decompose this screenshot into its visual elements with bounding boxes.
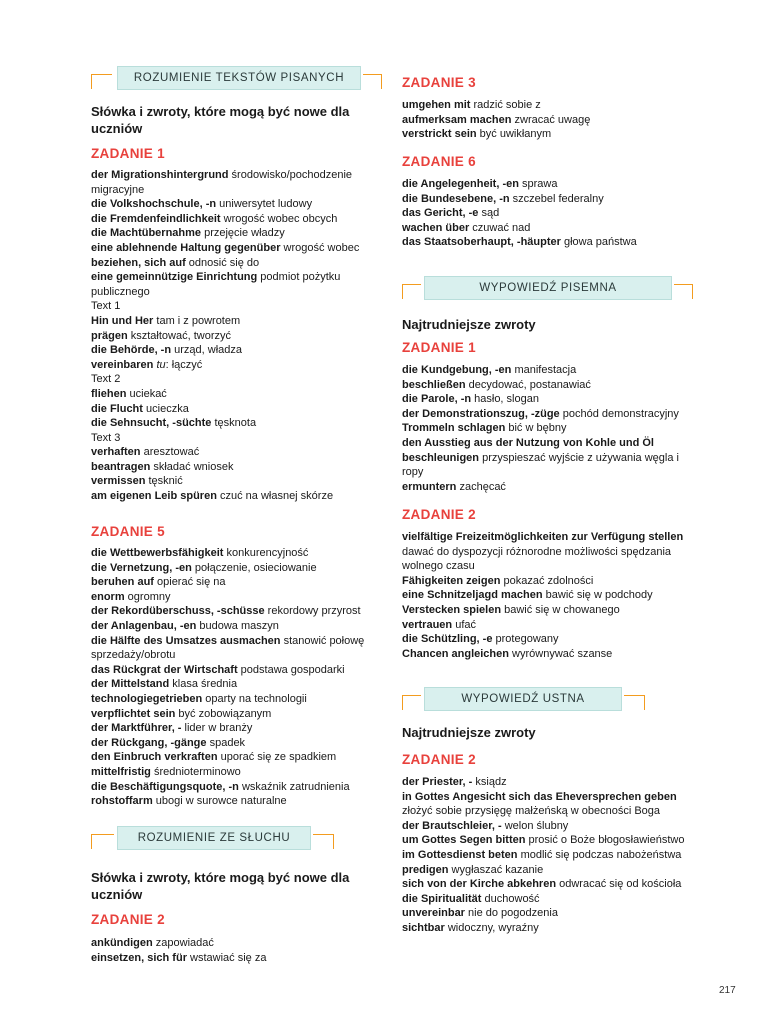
- polish-translation: zwracać uwagę: [511, 113, 591, 126]
- german-term: wachen über: [402, 221, 470, 234]
- vocab-entry: [402, 863, 698, 878]
- text-label: Text 2: [91, 373, 121, 386]
- polish-translation: ksiądz: [472, 776, 507, 788]
- german-term: eine gemeinnützige Einrichtung: [91, 271, 258, 284]
- polish-translation: przyspieszać wyjście z używania węgla i ropy: [402, 451, 679, 479]
- task-label: ZADANIE 2: [91, 912, 165, 927]
- vocab-entry: [91, 460, 373, 475]
- section-title: ROZUMIENIE ZE SŁUCHU: [117, 826, 311, 850]
- german-term: die Kundgebung, -en: [402, 364, 512, 376]
- task-label: ZADANIE 5: [91, 524, 165, 539]
- polish-translation: stanowić połowę sprzedaży/obrotu: [91, 634, 365, 662]
- polish-translation: bawić się w podchody: [542, 589, 653, 602]
- vocab-entry: [402, 192, 698, 207]
- vocab-entry: [91, 358, 373, 373]
- polish-translation: tęsknić: [145, 475, 183, 488]
- polish-translation: urząd, władza: [171, 344, 242, 357]
- vocab-entry: [402, 921, 698, 936]
- vocab-entry: [91, 372, 373, 387]
- vocab-entry: [402, 647, 698, 662]
- polish-translation: konkurencyjność: [223, 547, 309, 559]
- polish-translation: średnioterminowo: [150, 765, 241, 778]
- german-term: beruhen auf: [91, 576, 154, 589]
- german-term: der Rückgang, -gänge: [91, 736, 207, 749]
- german-term: in Gottes Angesicht sich das Eheversprechen geben: [402, 790, 677, 803]
- german-term: um Gottes Segen bitten: [402, 834, 526, 847]
- polish-translation: wrogość wobec: [280, 241, 360, 254]
- german-term: beziehen, sich auf: [91, 256, 186, 269]
- german-term: aufmerksam machen: [402, 113, 512, 126]
- polish-translation: złożyć sobie przysięgę małżeńską w obecności Boga: [402, 805, 661, 818]
- header-bracket-left: [402, 284, 421, 299]
- polish-translation: bawić się w chowanego: [501, 603, 620, 616]
- german-term: am eigenen Leib spüren: [91, 490, 217, 503]
- vocab-entry: [402, 436, 698, 451]
- polish-translation: odwracać się od kościoła: [556, 878, 682, 891]
- header-bracket-right: [624, 695, 645, 710]
- vocab-entry: [91, 546, 373, 561]
- vocab-list: [402, 775, 698, 936]
- german-term: die Parole, -n: [402, 393, 472, 406]
- task-label: ZADANIE 2: [402, 507, 476, 522]
- vocab-entry: [91, 575, 373, 590]
- german-term: sichtbar: [402, 921, 445, 934]
- polish-translation: przejęcie władzy: [201, 227, 285, 240]
- polish-translation: wygłaszać kazanie: [448, 863, 544, 876]
- vocab-entry: [91, 329, 373, 344]
- section-header-speaking: [402, 687, 692, 717]
- polish-translation: zachęcać: [456, 480, 506, 493]
- text-label: Text 3: [91, 431, 121, 444]
- polish-translation: uciekać: [126, 387, 167, 400]
- vocab-entry: [402, 113, 698, 128]
- vocab-entry: [402, 363, 698, 378]
- vocab-entry: [91, 750, 373, 765]
- german-term: umgehen mit: [402, 99, 471, 111]
- vocab-entry: [91, 707, 373, 722]
- vocab-entry: [91, 212, 373, 227]
- polish-translation: tęsknota: [211, 417, 257, 430]
- german-term: ermuntern: [402, 480, 457, 493]
- german-term: der Brautschleier, -: [402, 819, 502, 832]
- polish-translation: ufać: [452, 618, 476, 631]
- vocab-entry: [91, 402, 373, 417]
- vocab-list: [402, 177, 698, 250]
- german-term: die Angelegenheit, -en: [402, 178, 519, 190]
- german-term: der Priester, -: [402, 776, 473, 788]
- polish-translation: wstawiać się za: [186, 951, 267, 964]
- section-title: WYPOWIEDŹ USTNA: [424, 687, 622, 711]
- vocab-entry: [402, 451, 698, 480]
- task-label: ZADANIE 1: [402, 340, 476, 355]
- polish-translation: protegowany: [492, 633, 559, 646]
- header-bracket-left: [402, 695, 421, 710]
- german-term: eine ablehnende Haltung gegenüber: [91, 241, 281, 254]
- vocab-entry: [402, 819, 698, 834]
- header-bracket-right: [313, 834, 334, 849]
- section-title: ROZUMIENIE TEKSTÓW PISANYCH: [117, 66, 361, 90]
- vocab-list: [91, 168, 373, 504]
- vocab-entry: [402, 378, 698, 393]
- polish-translation: radzić sobie z: [470, 99, 541, 111]
- vocab-entry: [91, 416, 373, 431]
- german-term: einsetzen, sich für: [91, 951, 187, 964]
- german-term: technologiegetrieben: [91, 692, 203, 705]
- polish-translation: szczebel federalny: [509, 192, 604, 205]
- vocab-entry: [91, 663, 373, 678]
- vocab-list: [402, 98, 698, 142]
- vocab-entry: [91, 692, 373, 707]
- polish-translation: połączenie, osieciowanie: [191, 561, 317, 574]
- german-term: rohstoffarm: [91, 795, 153, 808]
- polish-translation: składać wniosek: [150, 460, 234, 473]
- vocab-entry: [91, 445, 373, 460]
- vocab-entry: [402, 574, 698, 589]
- vocab-entry: [91, 241, 373, 256]
- polish-translation: pochód demonstracyjny: [559, 407, 679, 420]
- polish-translation: sprawa: [518, 178, 558, 190]
- german-term: verpflichtet sein: [91, 707, 176, 720]
- german-term: Fähigkeiten zeigen: [402, 574, 501, 587]
- polish-translation: modlić się podczas nabożeństwa: [517, 848, 682, 861]
- polish-translation: lider w branży: [181, 722, 253, 735]
- german-term: Hin und Her: [91, 314, 154, 327]
- polish-translation: decydować, postanawiać: [465, 378, 591, 391]
- german-term: die Volkshochschule, -n: [91, 198, 217, 211]
- polish-translation: widoczny, wyraźny: [444, 921, 539, 934]
- vocab-entry: [402, 480, 698, 495]
- polish-translation: głowa państwa: [560, 236, 637, 249]
- vocab-entry: [402, 892, 698, 907]
- vocab-entry: [91, 780, 373, 795]
- section-header-writing: [402, 276, 692, 306]
- german-term: vermissen: [91, 475, 146, 488]
- task-label: ZADANIE 6: [402, 154, 476, 169]
- polish-translation: czuwać nad: [469, 221, 531, 234]
- vocab-entry: [91, 677, 373, 692]
- vocab-entry: [402, 235, 698, 250]
- vocab-entry: [402, 98, 698, 113]
- vocab-entry: [402, 127, 698, 142]
- polish-translation: pokazać zdolności: [500, 574, 594, 587]
- german-term: die Vernetzung, -en: [91, 561, 192, 574]
- polish-translation: bić w bębny: [505, 422, 567, 435]
- section-title: WYPOWIEDŹ PISEMNA: [424, 276, 672, 300]
- header-bracket-right: [674, 284, 693, 299]
- polish-translation: nie do pogodzenia: [464, 907, 558, 920]
- vocab-entry: [402, 790, 698, 819]
- vocab-entry: [91, 387, 373, 402]
- polish-translation: klasa średnia: [169, 678, 238, 691]
- german-term: der Anlagenbau, -en: [91, 619, 197, 632]
- german-term: das Staatsoberhaupt, -häupter: [402, 236, 561, 249]
- german-term: die Behörde, -n: [91, 344, 172, 357]
- header-bracket-left: [91, 74, 112, 89]
- german-term: die Machtübernahme: [91, 227, 202, 240]
- task-label: ZADANIE 3: [402, 75, 476, 90]
- german-term: die Fremdenfeindlichkeit: [91, 212, 221, 225]
- german-term: die Beschäftigungsquote, -n: [91, 780, 239, 793]
- german-term: Trommeln schlagen: [402, 422, 506, 435]
- polish-translation: być zobowiązanym: [175, 707, 272, 720]
- vocab-entry: [402, 221, 698, 236]
- vocab-entry: [91, 951, 373, 966]
- polish-translation: ogromny: [124, 590, 171, 603]
- german-term: der Demonstrationszug, -züge: [402, 407, 560, 420]
- polish-translation: spadek: [206, 736, 246, 749]
- polish-translation: wskaźnik zatrudnienia: [238, 780, 350, 793]
- german-term: Chancen angleichen: [402, 647, 509, 660]
- polish-translation: aresztować: [140, 446, 200, 459]
- subtitle: Słówka i zwroty, które mogą być nowe dla uczniów: [91, 104, 350, 136]
- vocab-entry: [91, 270, 373, 299]
- section-header-reading: [91, 66, 381, 96]
- german-term: verstrickt sein: [402, 128, 477, 141]
- vocab-entry: [402, 632, 698, 647]
- vocab-entry: [402, 775, 698, 790]
- vocab-entry: [91, 765, 373, 780]
- polish-translation: podmiot pożytku publicznego: [91, 271, 341, 298]
- subtitle: Najtrudniejsze zwroty: [402, 317, 536, 332]
- german-term: die Flucht: [91, 402, 143, 415]
- polish-translation: sąd: [478, 207, 500, 220]
- vocab-entry: [91, 256, 373, 271]
- text-label: Text 1: [91, 300, 121, 313]
- german-term: vereinbaren: [91, 358, 154, 371]
- german-term: der Migrationshintergrund: [91, 169, 229, 181]
- task-label: ZADANIE 1: [91, 146, 165, 161]
- german-term: das Gericht, -e: [402, 207, 479, 220]
- vocab-entry: [402, 530, 698, 574]
- vocab-entry: [402, 588, 698, 603]
- vocab-entry: [91, 721, 373, 736]
- subtitle: Słówka i zwroty, które mogą być nowe dla uczniów: [91, 870, 350, 902]
- vocab-entry: [91, 489, 373, 504]
- german-term: der Mittelstand: [91, 678, 170, 691]
- vocab-entry: [91, 736, 373, 751]
- german-term: sich von der Kirche abkehren: [402, 878, 557, 891]
- polish-translation: tam i z powrotem: [153, 314, 241, 327]
- polish-translation: ubogi w surowce naturalne: [152, 795, 287, 808]
- page-number: 217: [719, 985, 736, 996]
- vocab-entry: [402, 407, 698, 422]
- german-term: vertrauen: [402, 618, 453, 631]
- polish-translation: prosić o Boże błogosławieństwo: [525, 834, 685, 847]
- polish-translation: zapowiadać: [152, 937, 214, 949]
- polish-translation: duchowość: [481, 892, 540, 905]
- vocab-entry: [91, 619, 373, 634]
- german-term: die Schützling, -e: [402, 633, 493, 646]
- vocab-entry: [91, 474, 373, 489]
- german-term: den Ausstieg aus der Nutzung von Kohle und Öl: [402, 436, 654, 449]
- header-bracket-right: [363, 74, 382, 89]
- vocab-entry: [91, 561, 373, 576]
- vocab-list: [91, 936, 373, 965]
- vocab-entry: [91, 197, 373, 212]
- vocab-list: [91, 546, 373, 809]
- polish-translation: czuć na własnej skórze: [216, 490, 334, 503]
- task-label: ZADANIE 2: [402, 752, 476, 767]
- german-term: die Wettbewerbsfähigkeit: [91, 547, 224, 559]
- german-term: den Einbruch verkraften: [91, 751, 218, 764]
- vocab-entry: [91, 431, 373, 446]
- german-term: beschleunigen: [402, 451, 480, 464]
- vocab-entry: [91, 590, 373, 605]
- vocab-entry: [91, 936, 373, 951]
- vocab-entry: [402, 848, 698, 863]
- vocab-entry: [402, 603, 698, 618]
- german-term: verhaften: [91, 446, 141, 459]
- polish-translation: opierać się na: [153, 576, 226, 589]
- section-header-listening: [91, 826, 381, 856]
- polish-translation: manifestacja: [511, 364, 577, 376]
- polish-translation: oparty na technologii: [202, 692, 307, 705]
- german-term: die Spiritualität: [402, 892, 482, 905]
- german-term: die Hälfte des Umsatzes ausmachen: [91, 634, 281, 647]
- polish-translation: kształtować, tworzyć: [127, 329, 231, 342]
- german-term: beschließen: [402, 378, 466, 391]
- vocab-entry: [402, 421, 698, 436]
- polish-translation: wyrównywać szanse: [508, 647, 613, 660]
- german-term: vielfältige Freizeitmöglichkeiten zur Verfügung stellen: [402, 531, 684, 543]
- vocab-entry: [91, 168, 373, 197]
- polish-translation: uporać się ze spadkiem: [217, 751, 337, 764]
- vocab-entry: [402, 618, 698, 633]
- polish-translation: welon ślubny: [501, 819, 569, 832]
- header-bracket-left: [91, 834, 114, 849]
- polish-translation: dawać do dyspozycji różnorodne możliwości spędzania wolnego czasu: [402, 545, 672, 573]
- vocab-entry: [91, 226, 373, 241]
- polish-translation: odnosić się do: [185, 256, 260, 269]
- german-term: der Rekordüberschuss, -schüsse: [91, 605, 265, 618]
- german-term: enorm: [91, 590, 125, 603]
- subtitle: Najtrudniejsze zwroty: [402, 725, 536, 740]
- german-term: die Bundesebene, -n: [402, 192, 510, 205]
- polish-translation: środowisko/pochodzenie migracyjne: [91, 169, 353, 196]
- vocab-entry: [402, 877, 698, 892]
- polish-translation: być uwikłanym: [476, 128, 552, 141]
- german-term: predigen: [402, 863, 449, 876]
- polish-translation: hasło, slogan: [471, 393, 539, 406]
- vocab-entry: [402, 177, 698, 192]
- vocab-entry: [91, 634, 373, 663]
- german-term: prägen: [91, 329, 128, 342]
- vocab-entry: [402, 206, 698, 221]
- german-term: mittelfristig: [91, 765, 151, 778]
- german-term: eine Schnitzeljagd machen: [402, 589, 543, 602]
- polish-translation: wrogość wobec obcych: [220, 212, 338, 225]
- vocab-entry: [91, 299, 373, 314]
- vocab-entry: [91, 314, 373, 329]
- german-term: ankündigen: [91, 937, 153, 949]
- german-term: im Gottesdienst beten: [402, 848, 518, 861]
- polish-translation: tu: łączyć: [156, 358, 203, 371]
- german-term: Verstecken spielen: [402, 603, 502, 616]
- vocab-entry: [402, 392, 698, 407]
- vocab-entry: [91, 343, 373, 358]
- german-term: unvereinbar: [402, 907, 465, 920]
- vocab-list: [402, 363, 698, 494]
- german-term: beantragen: [91, 460, 151, 473]
- polish-translation: uniwersytet ludowy: [216, 198, 313, 211]
- vocab-entry: [91, 794, 373, 809]
- german-term: fliehen: [91, 387, 127, 400]
- german-term: die Sehnsucht, -süchte: [91, 417, 212, 430]
- polish-translation: budowa maszyn: [196, 619, 279, 632]
- german-term: das Rückgrat der Wirtschaft: [91, 663, 238, 676]
- german-term: der Marktführer, -: [91, 722, 182, 735]
- vocab-entry: [402, 833, 698, 848]
- polish-translation: podstawa gospodarki: [237, 663, 345, 676]
- vocab-entry: [91, 604, 373, 619]
- polish-translation: rekordowy przyrost: [264, 605, 361, 618]
- vocab-entry: [402, 906, 698, 921]
- vocab-list: [402, 530, 698, 661]
- polish-translation: ucieczka: [142, 402, 189, 415]
